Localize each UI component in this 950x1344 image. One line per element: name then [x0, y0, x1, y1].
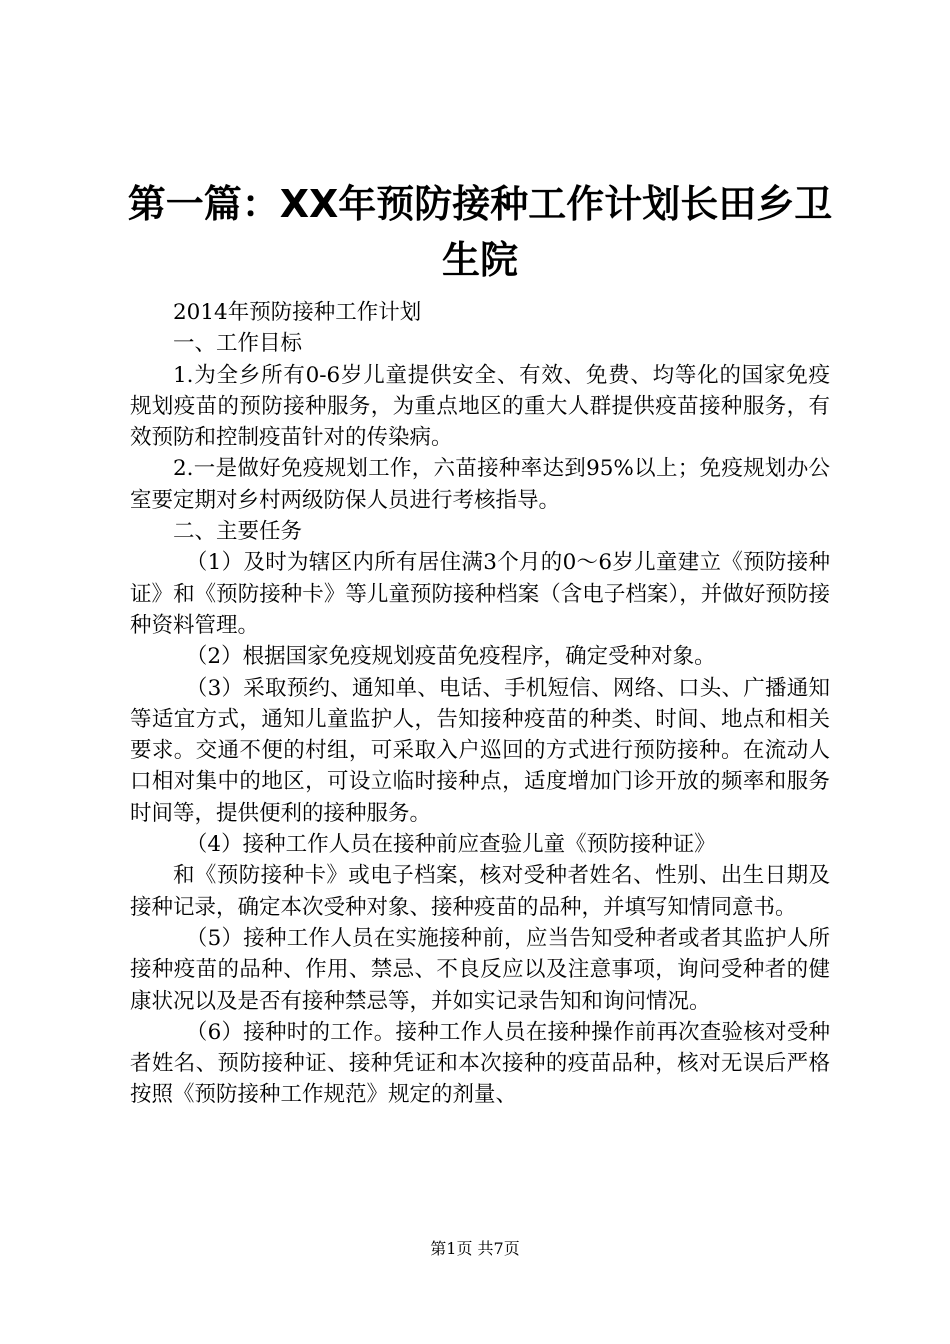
document-title: 第一篇：XX年预防接种工作计划长田乡卫生院	[127, 182, 833, 282]
task-paragraph-5: （5）接种工作人员在实施接种前，应当告知受种者或者其监护人所接种疫苗的品种、作用、禁忌、不良反应以及注意事项，询问受种者的健康状况以及是否有接种禁忌等，并如实记录告知和询问情况。	[130, 925, 830, 1014]
page-footer: 第1页 共7页	[430, 1239, 520, 1258]
goal-paragraph-1: 1.为全乡所有0-6岁儿童提供安全、有效、免费、均等化的国家免疫规划疫苗的预防接种服务，为重点地区的重大人群提供疫苗接种服务，有效预防和控制疫苗针对的传染病。	[130, 362, 830, 451]
task-paragraph-4: （4）接种工作人员在接种前应查验儿童《预防接种证》	[185, 832, 716, 858]
task-paragraph-6: （6）接种时的工作。接种工作人员在接种操作前再次查验核对受种者姓名、预防接种证、接种凭证和本次接种的疫苗品种，核对无误后严格按照《预防接种工作规范》规定的剂量、	[130, 1019, 830, 1108]
document-body	[130, 297, 830, 1111]
goal-paragraph-2: 2.一是做好免疫规划工作，六苗接种率达到95%以上；免疫规划办公室要定期对乡村两级防保人员进行考核指导。	[130, 456, 830, 513]
section-heading-tasks: 二、主要任务	[173, 519, 303, 545]
plan-heading: 2014年预防接种工作计划	[173, 300, 422, 325]
task-paragraph-3: （3）采取预约、通知单、电话、手机短信、网络、口头、广播通知等适宜方式，通知儿童监护人，告知接种疫苗的种类、时间、地点和相关要求。交通不便的村组，可采取入户巡回的方式进行预防接种。在流动人口相对集中的地区，可设立临时接种点，适度增加门诊开放的频率和服务时间等，提供便利的接种服务。	[130, 675, 830, 826]
task-paragraph-4-continued: 和《预防接种卡》或电子档案，核对受种者姓名、性别、出生日期及接种记录，确定本次受种对象、接种疫苗的品种，并填写知情同意书。	[130, 863, 830, 920]
task-paragraph-1: （1）及时为辖区内所有居住满3个月的0～6岁儿童建立《预防接种证》和《预防接种卡》等儿童预防接种档案（含电子档案），并做好预防接种资料管理。	[130, 550, 830, 638]
task-paragraph-2: （2）根据国家免疫规划疫苗免疫程序，确定受种对象。	[185, 644, 716, 670]
section-heading-goals: 一、工作目标	[173, 331, 303, 357]
